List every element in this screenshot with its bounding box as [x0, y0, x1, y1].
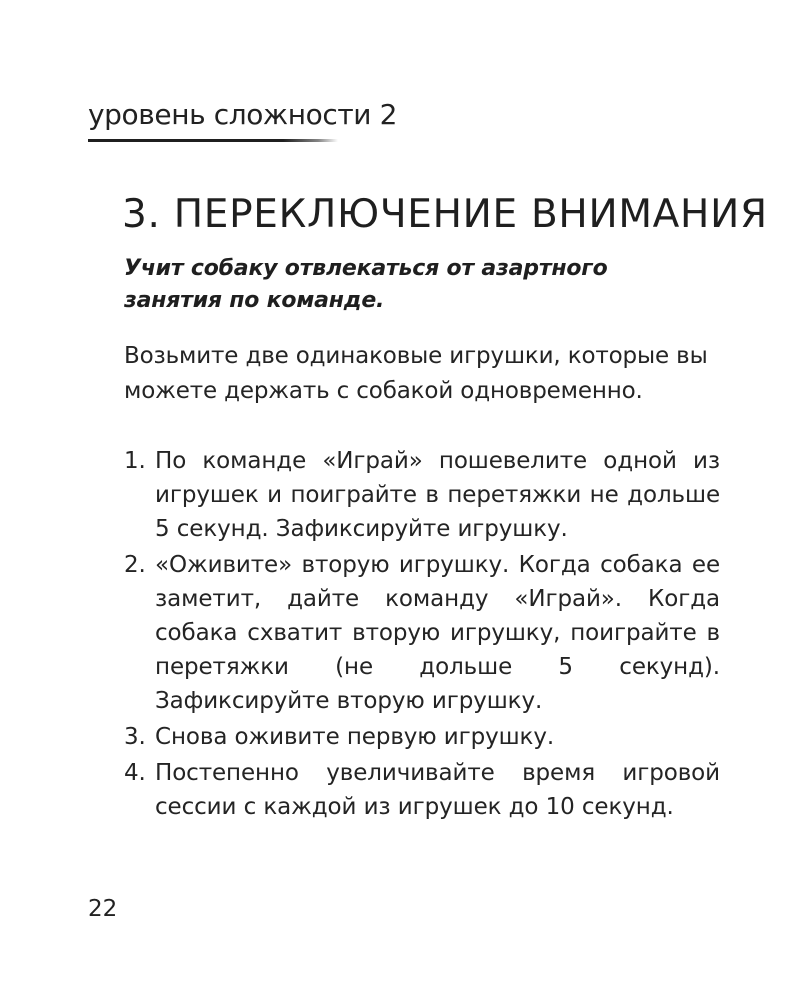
step-text: По команде «Играй» пошевелите одной из игрушек и поиграйте в перетяжки не дольше 5 секунд. Зафиксируйте игрушку. — [155, 448, 720, 542]
exercise-title: 3. ПЕРЕКЛЮЧЕНИЕ ВНИМАНИЯ — [122, 192, 768, 237]
step-item — [124, 444, 720, 546]
step-item — [124, 756, 720, 824]
step-number: 2. — [124, 552, 146, 578]
step-item — [124, 720, 720, 754]
exercise-steps-list — [124, 444, 720, 826]
step-text: Снова оживите первую игрушку. — [155, 724, 555, 750]
page-number: 22 — [88, 896, 118, 922]
step-number: 4. — [124, 760, 146, 786]
difficulty-level-header: уровень сложности 2 — [88, 98, 398, 131]
step-item — [124, 548, 720, 718]
step-text: «Оживите» вторую игрушку. Когда собака ее заметит, дайте команду «Играй». Когда собака схватит вторую игрушку, поиграйте в перетяжки (не дольше 5 секунд). Зафиксируйте вторую игрушку. — [155, 552, 720, 714]
step-number: 1. — [124, 448, 146, 474]
step-number: 3. — [124, 724, 146, 750]
exercise-subtitle: Учит собаку отвлекаться от азартного занятия по команде. — [124, 256, 608, 313]
step-text: Постепенно увеличивайте время игровой сессии с каждой из игрушек до 10 секунд. — [155, 760, 720, 820]
header-underline — [88, 139, 338, 142]
exercise-intro: Возьмите две одинаковые игрушки, которые вы можете держать с собакой одновременно. — [124, 343, 708, 404]
